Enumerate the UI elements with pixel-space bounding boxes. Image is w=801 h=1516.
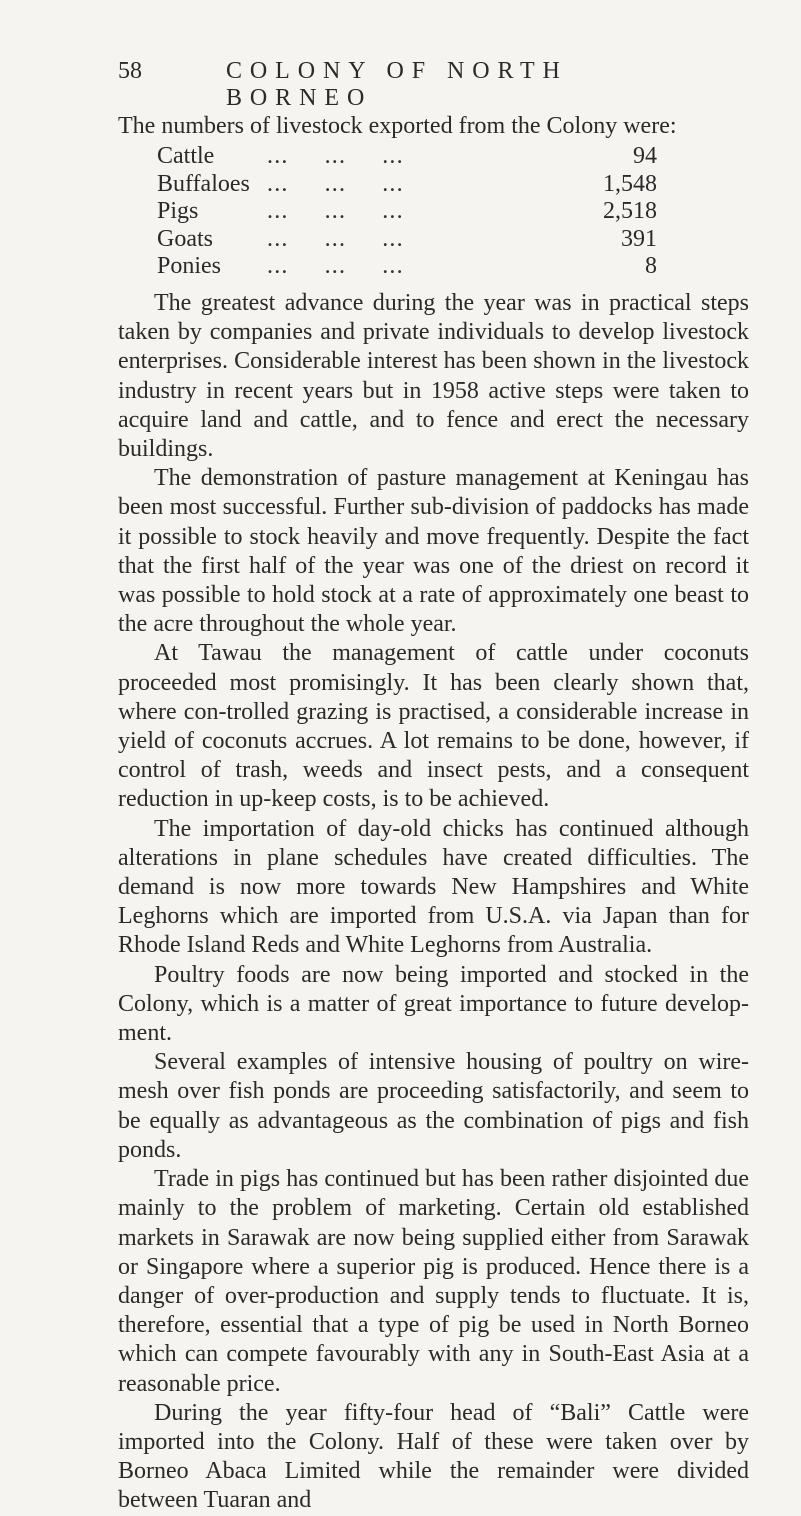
livestock-count: 2,518 <box>603 198 657 224</box>
list-item <box>157 198 657 226</box>
intro-line: The numbers of livestock exported from the Colony were: <box>118 113 677 139</box>
list-item <box>157 226 657 254</box>
livestock-export-list <box>157 143 657 281</box>
livestock-count: 391 <box>621 225 657 252</box>
livestock-name: Goats <box>157 225 213 252</box>
paragraph: The importation of day-old chicks has continued although alterations in plane schedules have created difficulties. The demand is now more towards New Hampshires and White Leghorns which are imported from U.S.A. via Japan than for Rhode Island Reds and White Leghorns from Australia. <box>118 815 749 959</box>
list-item <box>157 253 657 281</box>
list-item <box>157 143 657 171</box>
livestock-count: 1,548 <box>603 170 657 197</box>
body-text <box>118 289 749 1516</box>
livestock-name: Cattle <box>157 143 215 169</box>
leader-dots: ... ... ... <box>267 143 404 169</box>
paragraph: The demonstration of pasture management at Keningau has been most successful. Further sub-division of paddocks has made it possible to stock heavily and move frequently. Despite the fact that the first half of the year was one of the driest on record it was possible to hold stock at a rate of approximately one beast to the acre throughout the whole year. <box>118 465 749 638</box>
list-item <box>157 171 657 199</box>
paragraph: At Tawau the management of cattle under coconuts proceeded most promisingly. It has been clearly shown that, where con-trolled grazing is practised, a considerable increase in yield of coconuts accrues. A lot remains to be done, however, if control of trash, weeds and insect pests, and a consequent reduction in up-keep costs, is to be achieved. <box>118 640 749 813</box>
livestock-name: Ponies <box>157 253 222 279</box>
paragraph: The greatest advance during the year was in practical steps taken by companies and private individuals to develop livestock enterprises. Considerable interest has been shown in the livestock industry in recent years but in 1958 active steps were taken to acquire land and cattle, and to fence and erect the necessary buildings. <box>118 290 749 463</box>
page-header <box>118 58 658 112</box>
running-title: COLONY OF NORTH BORNEO <box>226 58 568 111</box>
leader-dots: ... ... ... <box>267 253 404 279</box>
leader-dots: ... ... ... <box>267 170 404 197</box>
livestock-count: 94 <box>633 143 657 169</box>
leader-dots: ... ... ... <box>267 225 404 252</box>
paragraph: Trade in pigs has continued but has been rather disjointed due mainly to the problem of marketing. Certain old established markets in Sarawak are now being supplied either from Sarawak or Singapore where a superior pig is produced. Hence there is a danger of over-production and supply tends to fluctuate. It is, therefore, essential that a type of pig be used in North Borneo which can compete favourably with any in South-East Asia at a reasonable price. <box>118 1166 749 1397</box>
paragraph: Poultry foods are now being imported and stocked in the Colony, which is a matter of great importance to future develop-ment. <box>118 961 749 1047</box>
paragraph: Several examples of intensive housing of poultry on wire-mesh over fish ponds are proceeding satisfactorily, and seem to be equally as advantageous as the combination of pigs and fish ponds. <box>118 1049 749 1163</box>
livestock-count: 8 <box>645 253 657 279</box>
livestock-name: Pigs <box>157 198 199 224</box>
livestock-name: Buffaloes <box>157 170 250 197</box>
page-number: 58 <box>118 58 142 84</box>
leader-dots: ... ... ... <box>267 198 404 224</box>
paragraph: During the year fifty-four head of “Bali” Cattle were imported into the Colony. Half of these were taken over by Borneo Abaca Limited while the remainder were divided between Tuaran and <box>118 1399 749 1514</box>
